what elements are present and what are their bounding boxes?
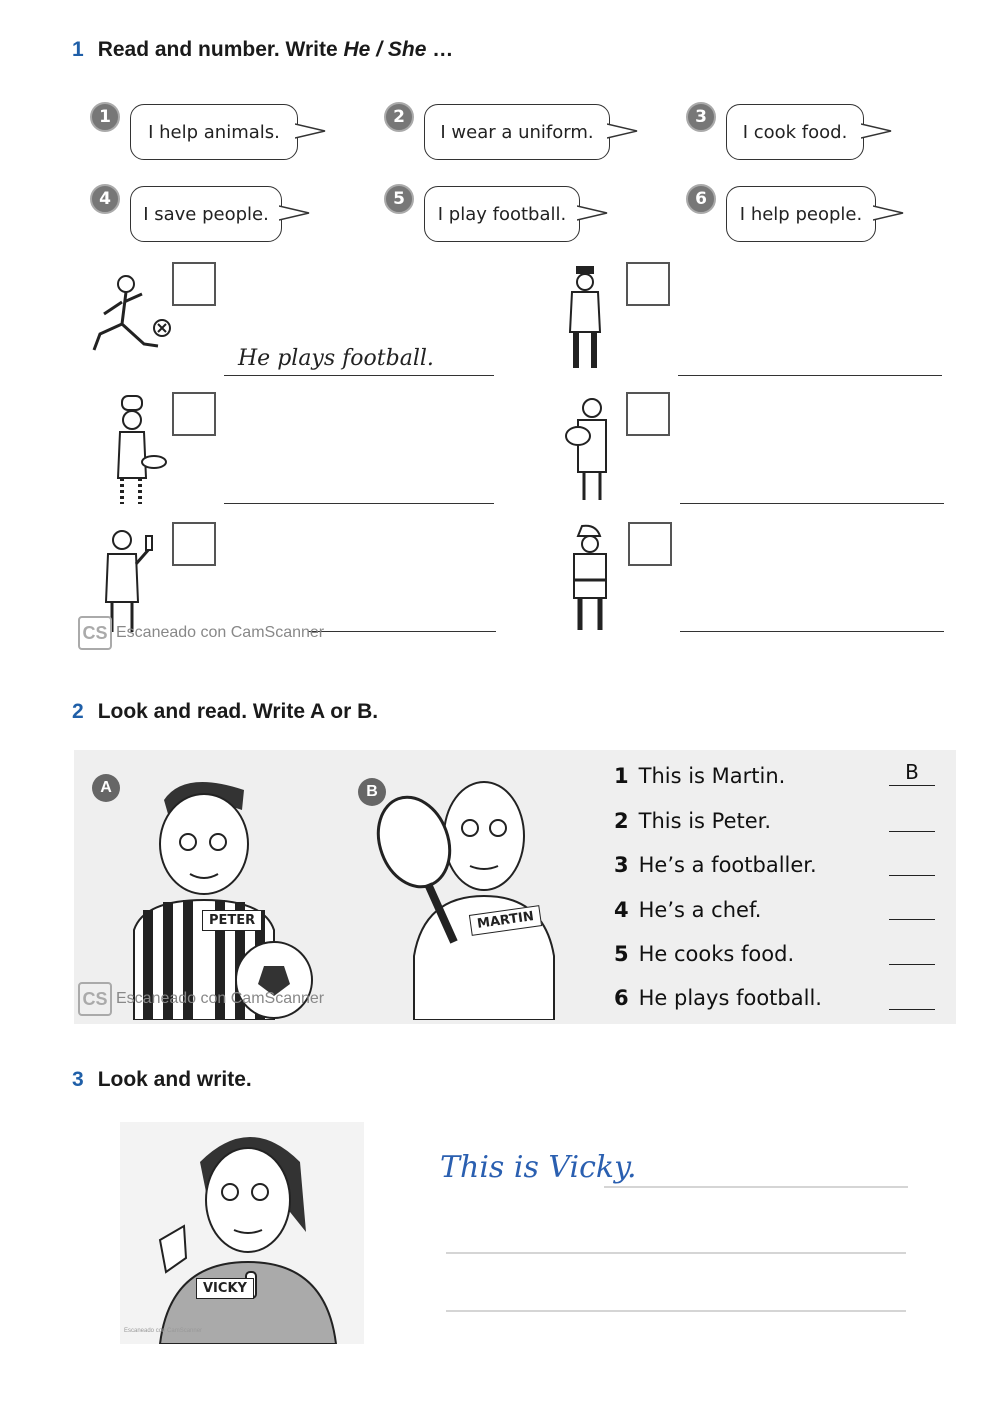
answer-blank-4[interactable]	[889, 894, 935, 920]
bubble-text-5: I play football.	[424, 186, 580, 242]
peter-name-badge: PETER	[202, 910, 262, 931]
question-text: He cooks food.	[638, 942, 795, 966]
bubble-tail-icon	[295, 116, 329, 146]
footballer-icon	[86, 262, 176, 382]
question-text: This is Martin.	[638, 764, 786, 788]
section3-heading	[72, 1068, 252, 1092]
section3-number: 3	[72, 1068, 84, 1091]
answer-box[interactable]	[628, 522, 672, 566]
question-text: He’s a chef.	[638, 898, 762, 922]
bubble-number-3: 3	[686, 102, 716, 132]
question-2	[614, 809, 771, 833]
bubble-tail-icon	[861, 116, 895, 146]
speech-bubble-1	[90, 102, 350, 162]
answer-line[interactable]	[224, 480, 494, 504]
job-row-footballer	[86, 262, 516, 382]
bubble-text-4: I save people.	[130, 186, 282, 242]
chef-icon	[86, 392, 176, 512]
section3-title: Look and write.	[97, 1068, 252, 1091]
bubble-text-6: I help people.	[726, 186, 876, 242]
bubble-tail-icon	[577, 198, 611, 228]
bubble-number-4: 4	[90, 184, 120, 214]
bubble-tail-icon	[279, 198, 313, 228]
section2-heading	[72, 700, 378, 724]
scientist-vicky-illustration	[120, 1122, 364, 1344]
section1-number: 1	[72, 38, 84, 61]
answer-line[interactable]	[680, 608, 944, 632]
question-5	[614, 942, 794, 966]
bubble-number-6: 6	[686, 184, 716, 214]
answer-box[interactable]	[172, 392, 216, 436]
question-number: 1	[614, 764, 629, 788]
question-3	[614, 853, 817, 877]
job-row-firefighter	[540, 522, 970, 642]
martin-name-badge: MARTIN	[469, 905, 542, 936]
question-number: 6	[614, 986, 629, 1010]
camscanner-logo-icon: CS	[78, 616, 112, 650]
speech-bubble-2	[384, 102, 644, 162]
bubble-text-1: I help animals.	[130, 104, 298, 160]
watermark-text: Escaneado con CamScanner	[124, 1328, 203, 1334]
vicky-illustration-frame	[120, 1122, 364, 1344]
speech-bubble-6	[686, 184, 946, 244]
watermark-text: Escaneado con CamScanner	[116, 624, 325, 641]
writing-line-1[interactable]	[604, 1186, 908, 1188]
answer-line[interactable]	[680, 480, 944, 504]
question-number: 5	[614, 942, 629, 966]
answer-line[interactable]	[678, 352, 942, 376]
bubble-row-2	[90, 184, 970, 244]
section2-title: Look and read. Write A or B.	[97, 700, 379, 723]
answer-box[interactable]	[172, 262, 216, 306]
question-6	[614, 986, 822, 1010]
bubble-text-3: I cook food.	[726, 104, 864, 160]
bubble-text-2: I wear a uniform.	[424, 104, 610, 160]
question-number: 4	[614, 898, 629, 922]
question-number: 2	[614, 809, 629, 833]
chef-martin-illustration	[374, 766, 574, 1020]
section2-panel	[74, 750, 956, 1024]
speech-bubble-3	[686, 102, 946, 162]
section1-heading	[72, 38, 453, 62]
bubble-tail-icon	[607, 116, 641, 146]
question-text: He’s a footballer.	[638, 853, 817, 877]
job-row-chef	[86, 392, 516, 512]
picture-a-badge: A	[92, 774, 120, 802]
job-row-police	[540, 262, 970, 382]
picture-b-badge: B	[358, 778, 386, 806]
camscanner-watermark	[78, 982, 324, 1016]
vicky-starter-sentence: This is Vicky.	[440, 1150, 637, 1185]
answer-blank-3[interactable]	[889, 850, 935, 876]
section1-title-italic: He / She	[343, 38, 427, 61]
writing-line-2[interactable]	[446, 1252, 906, 1254]
vet-icon	[540, 392, 630, 512]
question-number: 3	[614, 853, 629, 877]
answer-blank-2[interactable]	[889, 806, 935, 832]
vicky-name-badge: VICKY	[196, 1278, 254, 1299]
section1-title-suffix: …	[426, 38, 454, 61]
answer-blank-5[interactable]	[889, 939, 935, 965]
police-officer-icon	[540, 262, 630, 382]
answer-blank-6[interactable]	[889, 984, 935, 1010]
section2-number: 2	[72, 700, 84, 723]
question-4	[614, 898, 762, 922]
writing-line-3[interactable]	[446, 1310, 906, 1312]
example-answer: He plays football.	[238, 346, 434, 371]
question-1	[614, 764, 785, 788]
answer-box[interactable]	[626, 392, 670, 436]
bubble-number-2: 2	[384, 102, 414, 132]
bubble-row-1	[90, 102, 970, 162]
bubble-tail-icon	[873, 198, 907, 228]
answer-box[interactable]	[626, 262, 670, 306]
answer-line[interactable]	[308, 608, 496, 632]
answer-box[interactable]	[172, 522, 216, 566]
question-text: This is Peter.	[638, 809, 772, 833]
answer-blank-1[interactable]: B	[889, 760, 935, 786]
camscanner-logo-icon: CS	[78, 982, 112, 1016]
speech-bubble-4	[90, 184, 350, 244]
speech-bubble-5	[384, 184, 644, 244]
camscanner-watermark	[78, 616, 324, 650]
job-row-vet	[540, 392, 970, 512]
bubble-number-1: 1	[90, 102, 120, 132]
firefighter-icon	[540, 522, 630, 642]
bubble-number-5: 5	[384, 184, 414, 214]
question-text: He plays football.	[638, 986, 822, 1010]
section1-title-prefix: Read and number. Write	[97, 38, 344, 61]
job-row-doctor	[82, 522, 516, 643]
watermark-text: Escaneado con CamScanner	[116, 990, 325, 1007]
